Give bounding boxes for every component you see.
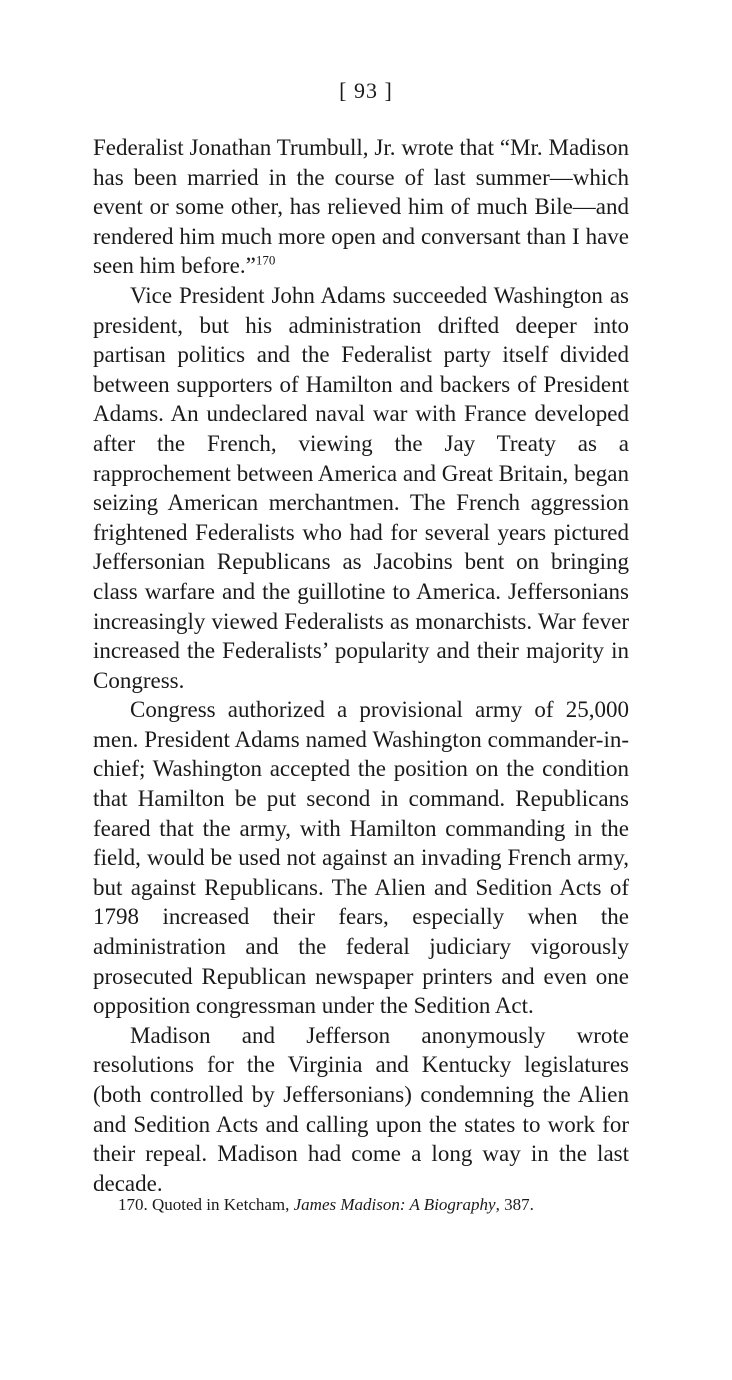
footnote-prefix: Quoted in Ketcham, [152, 1195, 290, 1214]
paragraph-4: Madison and Jefferson anonymously wrote resolutions for the Virginia and Kentucky legislatures (both controlled by Jeffersonians) condemning the Alien and Sedition Acts and calling upon the states to work for their repeal. Madison had come a long way in the last decade. [93, 1022, 629, 1196]
paragraph-3: Congress authorized a provisional army of 25,000 men. President Adams named Washington commander-in-chief; Washington accepted the position on the condition that Hamilton be put second in command. Republicans feared that the army, with Hamilton commanding in the field, would be used not against an invading French army, but against Republicans. The Alien and Sedition Acts of 1798 increased their fears, especially when the administration and the federal judiciary vigorously prosecuted Republican newspaper printers and even one opposition congressman under the Sedition Act. [93, 697, 629, 1019]
footnote-reference-marker: 170 [255, 252, 276, 268]
paragraph-1 [93, 133, 629, 281]
paragraph-1-text: Federalist Jonathan Trumbull, Jr. wrote that “Mr. Madison has been married in the course of last summer—which event or some other, has relieved him of much Bile—and rendered him much more open and conversant than I have seen him before.” [93, 135, 629, 279]
paragraph-2: Vice President John Adams succeeded Washington as president, but his administration drifted deeper into partisan politics and the Federalist party itself divided between supporters of Hamilton and backers of President Adams. An undeclared naval war with France developed after the French, viewing the Jay Treaty as a rapprochement between America and Great Britain, began seizing American merchantmen. The French aggression frightened Federalists who had for several years pictured Jeffersonian Republicans as Jacobins bent on bringing class warfare and the guillotine to America. Jeffersonians increasingly viewed Federalists as monarchists. War fever increased the Federalists’ popularity and their majority in Congress. [93, 282, 629, 693]
body-text [93, 133, 629, 1198]
footnote-number: 170. [118, 1195, 148, 1214]
footnote-suffix: , 387. [495, 1195, 534, 1214]
footnote [118, 1194, 638, 1216]
footnote-book-title: James Madison: A Biography [293, 1195, 496, 1214]
page-number: [ 93 ] [339, 78, 393, 103]
